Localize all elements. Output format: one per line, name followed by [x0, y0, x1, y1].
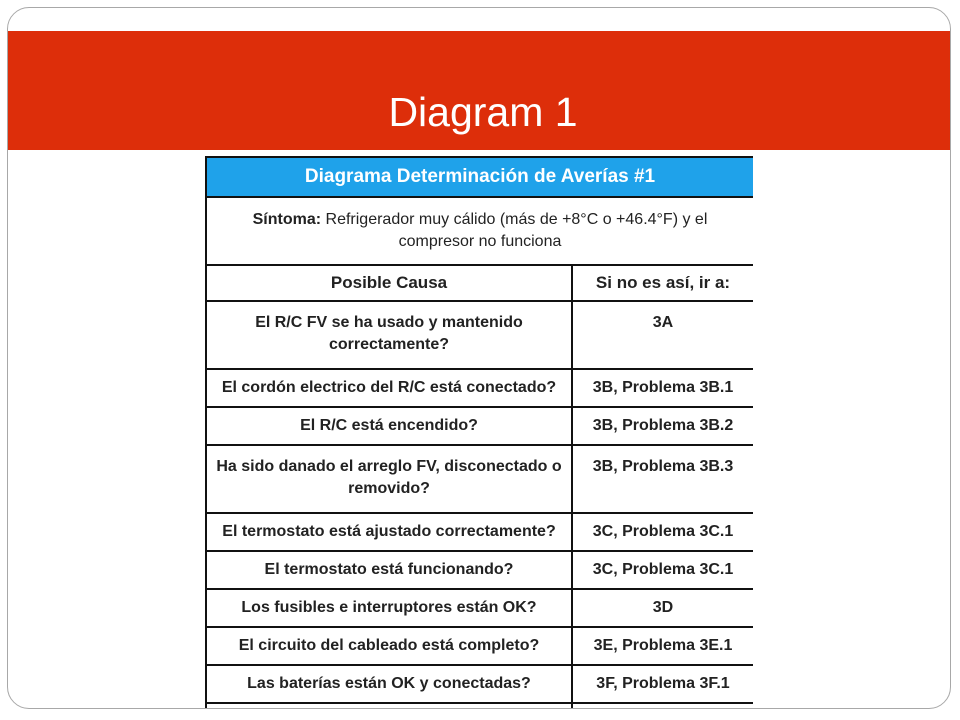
- cause-cell: El R/C FV se ha usado y mantenido correctamente?: [206, 301, 572, 369]
- diagnostic-table: [205, 156, 753, 709]
- cause-cell: El termostato está ajustado correctamente?: [206, 513, 572, 551]
- column-header-goto: Si no es así, ir a:: [572, 265, 753, 301]
- table-row: [206, 445, 753, 513]
- table-row: [206, 301, 753, 369]
- cause-cell: [206, 703, 572, 709]
- cause-cell: Ha sido danado el arreglo FV, disconectado o removido?: [206, 445, 572, 513]
- slide-title: Diagram 1: [388, 89, 578, 135]
- column-header-cause: Posible Causa: [206, 265, 572, 301]
- diagnostic-table-image: [205, 156, 753, 709]
- goto-cell: 3E, Problema 3E.1: [572, 627, 753, 665]
- cause-cell: El cordón electrico del R/C está conectado?: [206, 369, 572, 407]
- table-row: [206, 551, 753, 589]
- goto-cell: 3C, Problema 3C.1: [572, 513, 753, 551]
- table-row: [206, 665, 753, 703]
- goto-cell: [572, 703, 753, 709]
- cause-cell: Las baterías están OK y conectadas?: [206, 665, 572, 703]
- table-header: Diagrama Determinación de Averías #1: [206, 157, 753, 197]
- table-row: [206, 407, 753, 445]
- goto-cell: 3F, Problema 3F.1: [572, 665, 753, 703]
- table-row: [206, 369, 753, 407]
- goto-cell: 3B, Problema 3B.2: [572, 407, 753, 445]
- goto-cell: 3B, Problema 3B.1: [572, 369, 753, 407]
- cause-cell: Los fusibles e interruptores están OK?: [206, 589, 572, 627]
- goto-cell: 3C, Problema 3C.1: [572, 551, 753, 589]
- cause-cell: El termostato está funcionando?: [206, 551, 572, 589]
- cause-cell: El circuito del cableado está completo?: [206, 627, 572, 665]
- goto-cell: 3D: [572, 589, 753, 627]
- symptom-text: Refrigerador muy cálido (más de +8°C o +46.4°F) y el compresor no funciona: [321, 211, 708, 250]
- goto-cell: 3B, Problema 3B.3: [572, 445, 753, 513]
- table-row: [206, 703, 753, 709]
- table-row: [206, 513, 753, 551]
- symptom-cell: [206, 197, 753, 265]
- cause-cell: El R/C está encendido?: [206, 407, 572, 445]
- symptom-label: Síntoma:: [252, 211, 322, 228]
- goto-cell: 3A: [572, 301, 753, 369]
- table-row: [206, 589, 753, 627]
- slide: [7, 7, 951, 709]
- table-row: [206, 627, 753, 665]
